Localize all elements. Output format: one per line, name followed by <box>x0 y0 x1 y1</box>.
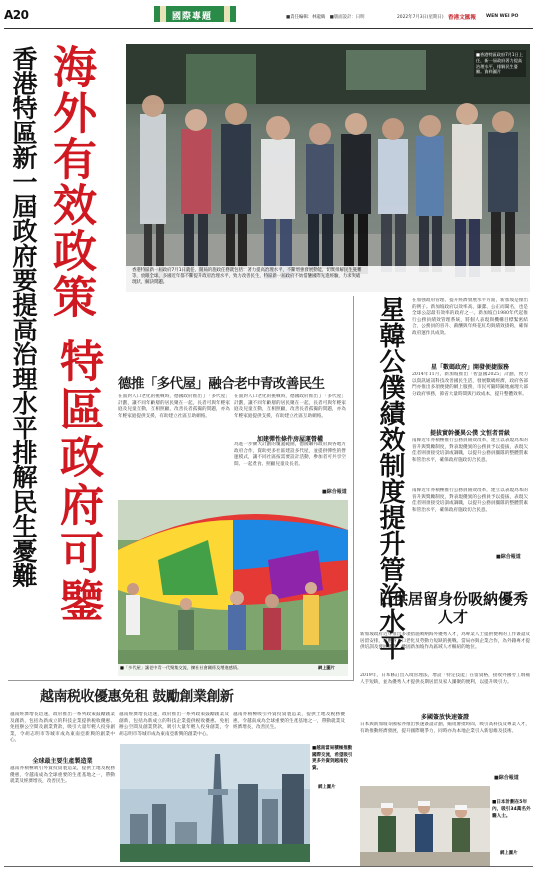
crowd-photo-illustration <box>126 44 530 292</box>
bottom-rule <box>4 866 533 867</box>
korea-credit: ■綜合報道 <box>496 554 521 560</box>
singapore-body-3: 日本與新加坡等國家亦推出快速簽證計劃，縮短審批時間，吸引高科技及專業人才，有助推動經濟發展，提升國際競爭力，同時亦為本地企業引入新思維及技術。 <box>360 722 530 734</box>
vietnam-body-1: 越南經濟增長迅速，政府推出一系列政策鼓勵創業及創新，包括為新成立的科技企業提供税收優惠、免租辦公空間及創業貸款，吸引大量年輕人投身創業，令胡志明市等城市成為東南亞新興的創業中心。 <box>10 712 115 744</box>
issue-date: 2022年7月3日(星期日) <box>397 15 444 20</box>
germany-body-2: 為進一步擴大計劃的覆蓋範圍，德國聯邦政府與各地方政府合作，資助更多社區建設多代屋，並提供彈性的營運模式，讓不同社區按需要設計活動，參加者可共享空間、一起煮食、照顧兒童及長者。 <box>234 442 346 467</box>
germany-photo-caption: ■「多代屋」讓老中青一代聚集交流，擴社社會關係及增進感情。 <box>120 665 242 670</box>
vietnam-headline: 越南税收優惠免租 鼓勵創業創新 <box>40 689 234 705</box>
lead-title-red-1: 海外有效政策 <box>45 44 96 320</box>
vietnam-photo-caption: ■越南當局積極推動國際交流，希望吸引更多外資到越南投資。 <box>312 746 353 771</box>
germany-credit: ■綜合報道 <box>322 489 347 495</box>
vietnam-photo <box>120 744 310 862</box>
korea-body-1: 在加強政府管理、提升經濟發展水平方面，新加坡是傑出的例子。新加坡政府以效率高、廉潔、公正而聞名，也是全球公認最有效率的政府之一。新加坡自1980年代起推行公務員績效管理系統，將個人表現與機構目標緊密結合，公務員的晉升、薪酬與年終花紅均與績效掛鈎，確保政府運作具成效。 <box>412 298 528 336</box>
lead-photo-caption: 香港特區新一屆政府7月1日就任，開局的施政任務就包括：著力提高治理水平，不斷增強發展動能，切實排解民生憂難等，放眼全球，多國近年都不斷提升政府治理水平，致力改善民生，特區新一屆政府不妨借鑒國際先進經驗，力求突破現狀，解決問題。 <box>132 268 362 285</box>
section-band-stripe <box>160 6 166 22</box>
lead-photo-caption-small: ■香港特區政府7月1日上任，新一屆政府著力提高治理水平，排解民生憂難。資料圖片 <box>474 50 526 77</box>
singapore-subhead: 多國簽放快速簽證 <box>420 714 469 721</box>
korea-headline: 星韓公僕績效制度提升管治水平 <box>375 296 405 660</box>
singapore-body-2: 2019年，日本修訂出入境管理法，增設「特定技能」在留資格，接收外國勞工填補人手短缺，並為優秀人才提供長期居留及家人團聚的便利，以提升吸引力。 <box>360 673 530 685</box>
workers-photo-illustration <box>360 786 490 866</box>
right-column-rule <box>353 296 354 680</box>
germany-headline: 德推「多代屋」融合老中青改善民生 <box>118 376 325 392</box>
germany-body-1: 在面對人口老化的挑戰時，德國政府推出了「多代屋」計劃，讓不同年齡層的居民聚在一起，長者可與年輕家庭及兒童互動，互相照顧，改善長者孤獨的問題，亦為年輕家庭提供支援，有助建立社區互助網絡。 <box>118 394 230 419</box>
vietnam-top-rule <box>8 680 354 681</box>
korea-subhead-1: 星「數碼政府」開發便捷服務 <box>430 364 509 371</box>
singapore-photo-credit: 網上圖片 <box>500 851 518 856</box>
korea-body-3: 南韓近年亦積極推行公務員績效改革，建立以表現為本的晉升與獎勵制度，對表現優異的公務員予以提拔，表現欠佳者則須接受培訓或調職，以提升公務員團隊的整體質素和管治水平，確保政府施政切合民意。 <box>412 438 528 463</box>
korea-body-2: 2014年11月，新加坡推出「智慧國2025」計劃，致力以資訊通訊科技改善國民生活，發展數碼經濟，政府各部門亦推出多項便捷的網上服務，市民可隨時隨地處理大部分政府事務，節省大量時間與行政成本，提升整體效率。 <box>412 372 528 397</box>
korea-body-3b: 南韓近年亦積極推行公務員績效改革，建立以表現為本的晉升與獎勵制度，對表現優異的公務員予以提拔，表現欠佳者則須接受培訓或調職，以提升公務員團隊的整體質素和管治水平，確保政府施政切合民意。 <box>412 488 528 513</box>
lead-photo <box>126 44 530 292</box>
masthead-rule <box>4 28 533 29</box>
germany-body-1b: 在面對人口老化的挑戰時，德國政府推出了「多代屋」計劃，讓不同年齡層的居民聚在一起，長者可與年輕家庭及兒童互動，互相照顧，改善長者孤獨的問題，亦為年輕家庭提供支援，有助建立社區互助網絡。 <box>234 394 346 419</box>
germany-subhead: 加建彈性條件房屋運營權 <box>256 436 323 443</box>
vietnam-photo-credit: 網上圖片 <box>318 785 336 790</box>
vietnam-subhead: 全球最主要生產製造業 <box>32 758 93 765</box>
paper-name-en: WEN WEI PO <box>486 14 519 19</box>
vietnam-body-1b: 越南經濟增長迅速，政府推出一系列政策鼓勵創業及創新，包括為新成立的科技企業提供税收優惠、免租辦公空間及創業貸款，吸引大量年輕人投身創業，令胡志明市等城市成為東南亞新興的創業中心。 <box>119 712 229 737</box>
vietnam-body-1c: 越南亦積極吸引外資投資製造業，提供土地及税務優惠，令越南成為全球重要的生產基地之一，帶動就業及經濟增長，改善民生。 <box>233 712 345 731</box>
lead-title-black: 香港特區新一屆政府要提高治理水平排解民生憂難 <box>9 46 38 588</box>
parachute-photo-illustration <box>118 500 348 676</box>
singapore-credit: ■綜合報道 <box>494 775 519 781</box>
singapore-photo <box>360 786 490 866</box>
lead-title-red-2: 特區政府可鑒 <box>52 338 103 626</box>
germany-photo-credit: 網上圖片 <box>318 665 335 670</box>
korea-subhead-2: 提拔實幹優異公僕 文恒者晉級 <box>429 430 511 437</box>
editor-line: ■責任編輯：林龍鶴 ■版面設計：日明 <box>286 15 365 20</box>
city-skyline-illustration <box>120 744 310 862</box>
masthead <box>0 0 537 30</box>
vietnam-body-2: 越南亦積極吸引外資投資製造業，提供土地及税務優惠，令越南成為全球重要的生產基地之一，帶動就業及經濟增長，改善民生。 <box>10 766 115 785</box>
singapore-body-1: 新加坡政府近年推出多項措施吸納海外優秀人才，為專業人士提供便利的工作簽證及居留安排，以應對人口老化及勞動力短缺的挑戰。當局亦與企業合作，為外籍專才提供培訓及發展機會，鞏固新加坡作為區域人才樞紐的地位。 <box>360 632 530 651</box>
germany-photo <box>118 500 348 676</box>
section-band-stripe-2 <box>224 6 230 22</box>
singapore-photo-caption: ■日本計劃在5年內，吸引34萬名外籍人士。 <box>492 800 531 819</box>
paper-name: 香港文匯報 <box>448 15 476 21</box>
page-number: A20 <box>4 8 29 22</box>
singapore-headline: 日供居留身份吸納優秀人才 <box>378 590 529 626</box>
section-title: 國際專題 <box>172 12 213 22</box>
